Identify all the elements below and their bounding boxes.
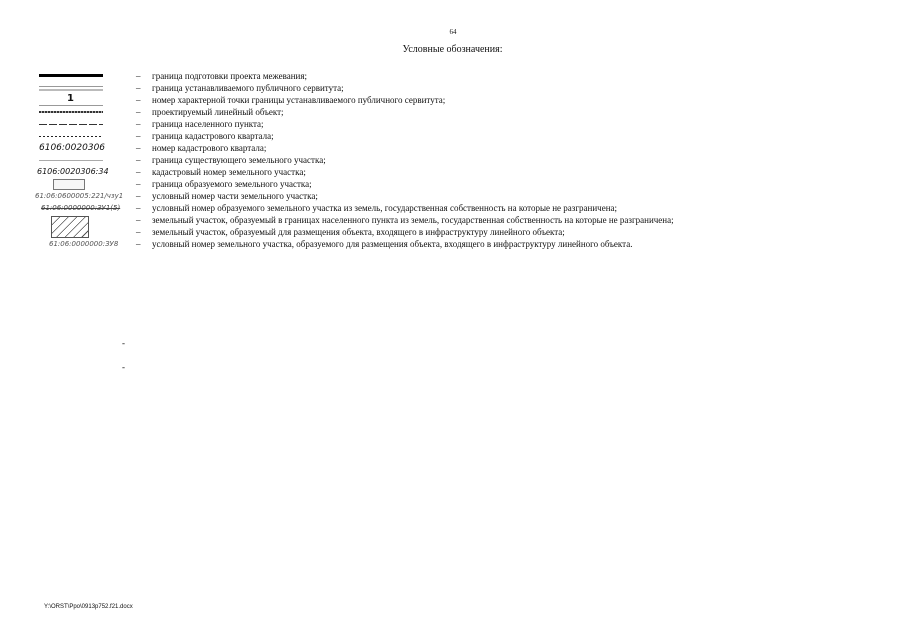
dash: – bbox=[136, 155, 141, 165]
legend-row bbox=[30, 154, 810, 166]
legend-row bbox=[30, 238, 810, 250]
formed-plot-boundary-symbol bbox=[35, 178, 131, 190]
cadastral-quarter-number: 6106:0020306 bbox=[39, 143, 106, 153]
legend-row bbox=[30, 142, 810, 154]
legend-row bbox=[30, 70, 810, 82]
legend-description: граница существующего земельного участка; bbox=[152, 155, 326, 165]
infrastructure-plot-number: 61:06:0000000:ЗУ8 bbox=[49, 240, 119, 248]
legend-row bbox=[30, 106, 810, 118]
legend-description: граница подготовки проекта межевания; bbox=[152, 71, 308, 81]
legend-row bbox=[30, 166, 810, 178]
legend-description: земельный участок, образуемый для размещения объекта, входящего в инфраструктуру линейного объекта; bbox=[152, 227, 565, 237]
dash: – bbox=[136, 191, 141, 201]
legend-description: граница населенного пункта; bbox=[152, 119, 264, 129]
legend-row bbox=[30, 178, 810, 190]
servitude-boundary-symbol bbox=[35, 82, 131, 94]
file-path-footer: Y:\ORST\Ppo\0913p752.f21.docx bbox=[44, 604, 133, 610]
plot-part-number: 61:06:0600005:221/чзу1 bbox=[35, 192, 124, 200]
dash: – bbox=[136, 239, 141, 249]
dash: – bbox=[136, 83, 141, 93]
formed-plot-number-symbol bbox=[35, 202, 131, 214]
existing-plot-boundary-symbol bbox=[35, 154, 131, 166]
dash: – bbox=[136, 215, 141, 225]
legend-row bbox=[30, 130, 810, 142]
formed-plot-number: 61:06:0000000:ЗУ1(5) bbox=[41, 204, 121, 212]
dash: – bbox=[136, 203, 141, 213]
legend-description: граница образуемого земельного участка; bbox=[152, 179, 312, 189]
dash: – bbox=[136, 95, 141, 105]
point-number-symbol bbox=[35, 94, 131, 106]
legend-description: граница устанавливаемого публичного сервитута; bbox=[152, 83, 344, 93]
boundary-project-symbol bbox=[35, 70, 131, 82]
infrastructure-plot-number-symbol bbox=[35, 238, 131, 250]
cadastral-number-symbol bbox=[35, 166, 131, 178]
legend-description: земельный участок, образуемый в границах населенного пункта из земель, государственная собственность на которые не разграничена; bbox=[152, 215, 674, 225]
settlement-boundary-symbol bbox=[35, 118, 131, 130]
page-number: 64 bbox=[449, 28, 457, 36]
cadastral-quarter-number-symbol bbox=[35, 142, 131, 154]
legend-row bbox=[30, 214, 810, 226]
plot-part-number-symbol bbox=[35, 190, 131, 202]
legend-row bbox=[30, 94, 810, 106]
dash: – bbox=[136, 119, 141, 129]
legend-title: Условные обозначения: bbox=[402, 44, 503, 55]
dash: – bbox=[136, 107, 141, 117]
legend-description: условный номер земельного участка, образуемого для размещения объекта, входящего в инфраструктуру линейного объекта. bbox=[152, 239, 633, 249]
dash: – bbox=[136, 131, 141, 141]
stray-mark: - bbox=[122, 338, 125, 348]
dash: – bbox=[136, 179, 141, 189]
legend-description: граница кадастрового квартала; bbox=[152, 131, 274, 141]
cadastral-number: 6106:0020306:34 bbox=[37, 167, 109, 176]
legend-description: проектируемый линейный объект; bbox=[152, 107, 284, 117]
dash: – bbox=[136, 227, 141, 237]
legend-row bbox=[30, 190, 810, 202]
legend-description: условный номер образуемого земельного участка из земель, государственная собственность на которые не разграничена; bbox=[152, 203, 618, 213]
linear-object-symbol bbox=[35, 106, 131, 118]
legend-description: номер кадастрового квартала; bbox=[152, 143, 267, 153]
legend-row bbox=[30, 202, 810, 214]
dash: – bbox=[136, 71, 141, 81]
legend-row bbox=[30, 82, 810, 94]
legend-row bbox=[30, 226, 810, 238]
stray-mark: - bbox=[122, 362, 125, 372]
dash: – bbox=[136, 167, 141, 177]
legend-description: кадастровый номер земельного участка; bbox=[152, 167, 306, 177]
dash: – bbox=[136, 143, 141, 153]
legend-description: условный номер части земельного участка; bbox=[152, 191, 318, 201]
point-number: 1 bbox=[67, 93, 74, 104]
cadastral-quarter-boundary-symbol bbox=[35, 130, 131, 142]
legend-row bbox=[30, 118, 810, 130]
legend-description: номер характерной точки границы устанавливаемого публичного сервитута; bbox=[152, 95, 446, 105]
